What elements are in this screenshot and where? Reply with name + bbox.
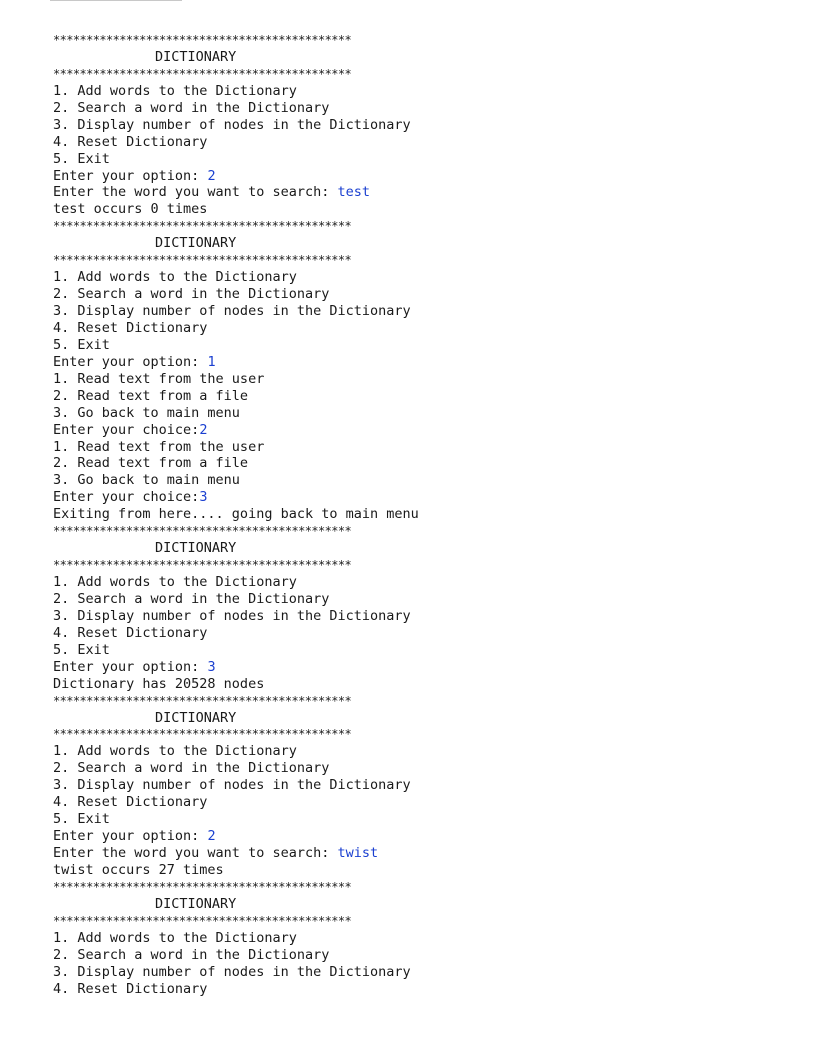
prompt-text: Enter your option: (53, 828, 208, 845)
menu-title: DICTIONARY (155, 895, 237, 912)
user-input: 2 (207, 828, 216, 845)
output-line: 2. Read text from a file (53, 387, 249, 404)
output-line: 5. Exit (53, 150, 110, 167)
prompt-line (53, 845, 753, 862)
prompt-text: Enter your choice: (53, 421, 200, 438)
output-line: 4. Reset Dictionary (53, 319, 208, 336)
prompt-text: Enter the word you want to search: (53, 184, 338, 201)
output-line: 4. Reset Dictionary (53, 980, 208, 997)
top-rule (50, 0, 182, 1)
separator-line: ********************************************* (53, 66, 352, 81)
user-input: 1 (207, 353, 216, 370)
output-line: 5. Exit (53, 336, 110, 353)
menu-title: DICTIONARY (155, 48, 237, 65)
output-line: 4. Reset Dictionary (53, 133, 208, 150)
prompt-text: Enter the word you want to search: (53, 845, 338, 861)
output-line: 1. Add words to the Dictionary (53, 929, 297, 946)
output-line: 1. Add words to the Dictionary (53, 269, 297, 286)
prompt-text: Enter your option: (53, 658, 208, 675)
output-line: 5. Exit (53, 811, 110, 828)
output-line: Dictionary has 20528 nodes (53, 675, 265, 692)
prompt-line (53, 422, 753, 439)
output-line: twist occurs 27 times (53, 861, 224, 878)
separator-line: ********************************************* (53, 879, 352, 894)
output-line: Exiting from here.... going back to main menu (53, 506, 419, 523)
prompt-line (53, 168, 753, 185)
prompt-line (53, 828, 753, 845)
prompt-text: Enter your option: (53, 353, 208, 370)
output-line: 2. Search a word in the Dictionary (53, 99, 330, 116)
prompt-text: Enter your option: (53, 167, 208, 184)
output-line: 2. Search a word in the Dictionary (53, 590, 330, 607)
menu-title: DICTIONARY (155, 235, 237, 252)
prompt-line (53, 184, 753, 201)
separator-line: ********************************************* (53, 33, 352, 47)
output-line: 1. Add words to the Dictionary (53, 574, 297, 590)
separator-line: ********************************************* (53, 693, 352, 708)
output-line: 5. Exit (53, 641, 110, 658)
output-line: 1. Read text from the user (53, 370, 265, 387)
output-line: 1. Add words to the Dictionary (53, 743, 297, 760)
output-line: 3. Display number of nodes in the Dictionary (53, 963, 411, 980)
output-line: 3. Go back to main menu (53, 404, 240, 421)
user-input: 2 (199, 421, 208, 438)
user-input: 3 (207, 658, 216, 675)
output-line: 3. Display number of nodes in the Dictionary (53, 777, 411, 794)
menu-title: DICTIONARY (155, 540, 237, 557)
output-line: 4. Reset Dictionary (53, 794, 208, 811)
separator-line: ********************************************* (53, 727, 352, 742)
separator-line: ********************************************* (53, 558, 352, 573)
user-input: twist (337, 845, 379, 861)
separator-line: ********************************************* (53, 913, 352, 928)
user-input: 2 (207, 167, 216, 184)
output-line: 3. Display number of nodes in the Dictionary (53, 303, 411, 319)
output-line: 3. Go back to main menu (53, 472, 240, 489)
output-line: 3. Display number of nodes in the Dictionary (53, 607, 411, 624)
output-line: 1. Add words to the Dictionary (53, 82, 297, 99)
prompt-line (53, 659, 753, 676)
separator-line: ********************************************* (53, 524, 352, 539)
prompt-line (53, 354, 753, 371)
output-line: 2. Search a word in the Dictionary (53, 946, 330, 963)
separator-line: ********************************************* (53, 219, 352, 234)
prompt-text: Enter your choice: (53, 489, 200, 506)
separator-line: ********************************************* (53, 253, 352, 268)
user-input: 3 (199, 489, 208, 506)
prompt-line (53, 489, 753, 506)
output-line: 2. Search a word in the Dictionary (53, 286, 330, 303)
output-line: 3. Display number of nodes in the Dictionary (53, 116, 411, 133)
user-input: test (337, 184, 370, 201)
output-line: 2. Search a word in the Dictionary (53, 760, 330, 777)
menu-title: DICTIONARY (155, 709, 237, 726)
output-line: 1. Read text from the user (53, 438, 265, 455)
console-output (53, 32, 753, 997)
output-line: test occurs 0 times (53, 201, 208, 218)
output-line: 4. Reset Dictionary (53, 624, 208, 641)
output-line: 2. Read text from a file (53, 455, 249, 472)
